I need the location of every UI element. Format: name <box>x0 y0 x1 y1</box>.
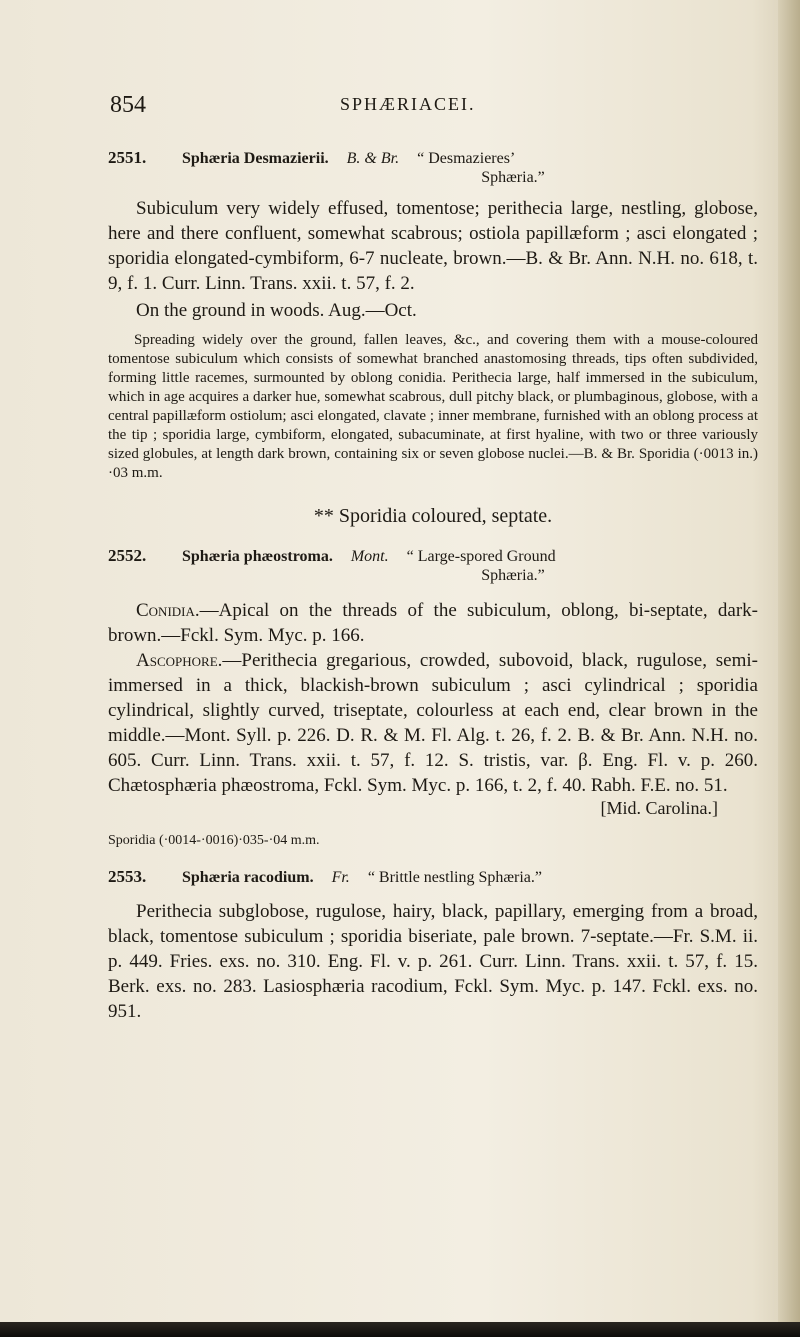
species-name: Sphæria racodium. <box>182 869 314 886</box>
locality: [Mid. Carolina.] <box>600 798 718 818</box>
common-name: “ Desmazieres’ <box>417 150 516 167</box>
sporidia-measure: Sporidia (·0014-·0016)·035-·04 m.m. <box>108 833 320 848</box>
species-authority: B. & Br. <box>346 150 400 167</box>
species-authority: Fr. <box>331 869 350 886</box>
entry-heading-2552 <box>108 546 758 586</box>
page-content <box>108 148 758 1024</box>
common-name: “ Brittle nestling Sphæria.” <box>367 869 543 886</box>
common-name-cont: Sphæria.” <box>481 567 545 584</box>
ascophore-label: Ascophore. <box>136 650 223 671</box>
common-name-cont: Sphæria.” <box>481 169 545 186</box>
species-description: Subiculum very widely effused, tomentose; perithecia large, nestling, globose, here and there confluent, somewhat scabrous; ostiola papillæform ; asci elongated ; sporidia elongated-cymbiform, 6-7 nucleate, brown.—B. & Br. Ann. N.H. no. 618, t. 9, f. 1. Curr. Linn. Trans. xxii. t. 57, f. 2. <box>108 198 758 294</box>
species-authority: Mont. <box>350 548 389 565</box>
ascophore-paragraph: Ascophore.—Perithecia gregarious, crowded, subovoid, black, rugulose, semi-immersed in a thick, blackish-brown subiculum ; asci cylindrical ; sporidia cylindrical, slightly curved, triseptate, colourless at each end, clear brown in the middle.—Mont. Syll. p. 226. D. R. & M. Fl. Alg. t. 26, f. 2. B. & Br. Ann. N.H. no. 605. Curr. Linn. Trans. xxii. t. 57, f. 12. S. tristis, var. β. Eng. Fl. v. p. 260. Chætosphæria phæostroma, Fckl. Sym. Myc. p. 166, t. 2, f. 40. Rabh. F.E. no. 51. <box>108 650 758 796</box>
common-name: “ Large-spored Ground <box>406 548 556 565</box>
running-head: SPHÆRIACEI. <box>340 94 476 114</box>
page-number: 854 <box>110 92 146 118</box>
entry-heading-2551 <box>108 148 758 188</box>
habitat-line: On the ground in woods. Aug.—Oct. <box>136 300 417 321</box>
species-description: Perithecia subglobose, rugulose, hairy, black, papillary, emerging from a broad, black, tomentose subiculum ; sporidia biseriate, pale brown. 7-septate.—Fr. S.M. ii. p. 449. Fries. exs. no. 310. Eng. Fl. v. p. 261. Curr. Linn. Trans. xxii. t. 57, f. 15. Berk. exs. no. 283. Lasiosphæria racodium, Fckl. Sym. Myc. p. 147. Fckl. exs. no. 951. <box>108 901 758 1022</box>
page-edge <box>778 0 800 1337</box>
entry-number: 2553. <box>108 867 147 886</box>
species-name: Sphæria phæostroma. <box>182 548 333 565</box>
species-notes: Spreading widely over the ground, fallen leaves, &c., and covering them with a mouse-coloured tomentose subiculum which consists of somewhat branched anastomosing threads, tips often subdivided, forming little racemes, surmounted by oblong conidia. Perithecia large, half immersed in the subiculum, which in age acquires a darker hue, somewhat scabrous, dull pitchy black, or plumbaginous, globose, with a central papillæform ostiolum; asci elongated, clavate ; inner membrane, furnished with an oblong process at the tip ; sporidia large, cymbiform, elongated, subacuminate, at first hyaline, with two or three variously sized globules, at length dark brown, containing six or seven globose nuclei.—B. & Br. Sporidia (·0013 in.) ·03 m.m. <box>108 332 758 481</box>
entry-number: 2552. <box>108 546 147 565</box>
scan-bottom-edge <box>0 1322 800 1337</box>
conidia-paragraph: Conidia.—Apical on the threads of the subiculum, oblong, bi-septate, dark-brown.—Fckl. Sym. Myc. p. 166. <box>108 600 758 646</box>
entry-number: 2551. <box>108 148 147 167</box>
page-header <box>110 92 710 122</box>
conidia-label: Conidia. <box>136 600 200 621</box>
species-name: Sphæria Desmazierii. <box>182 150 329 167</box>
section-heading: ** Sporidia coloured, septate. <box>313 505 553 527</box>
entry-heading-2553 <box>108 867 758 887</box>
